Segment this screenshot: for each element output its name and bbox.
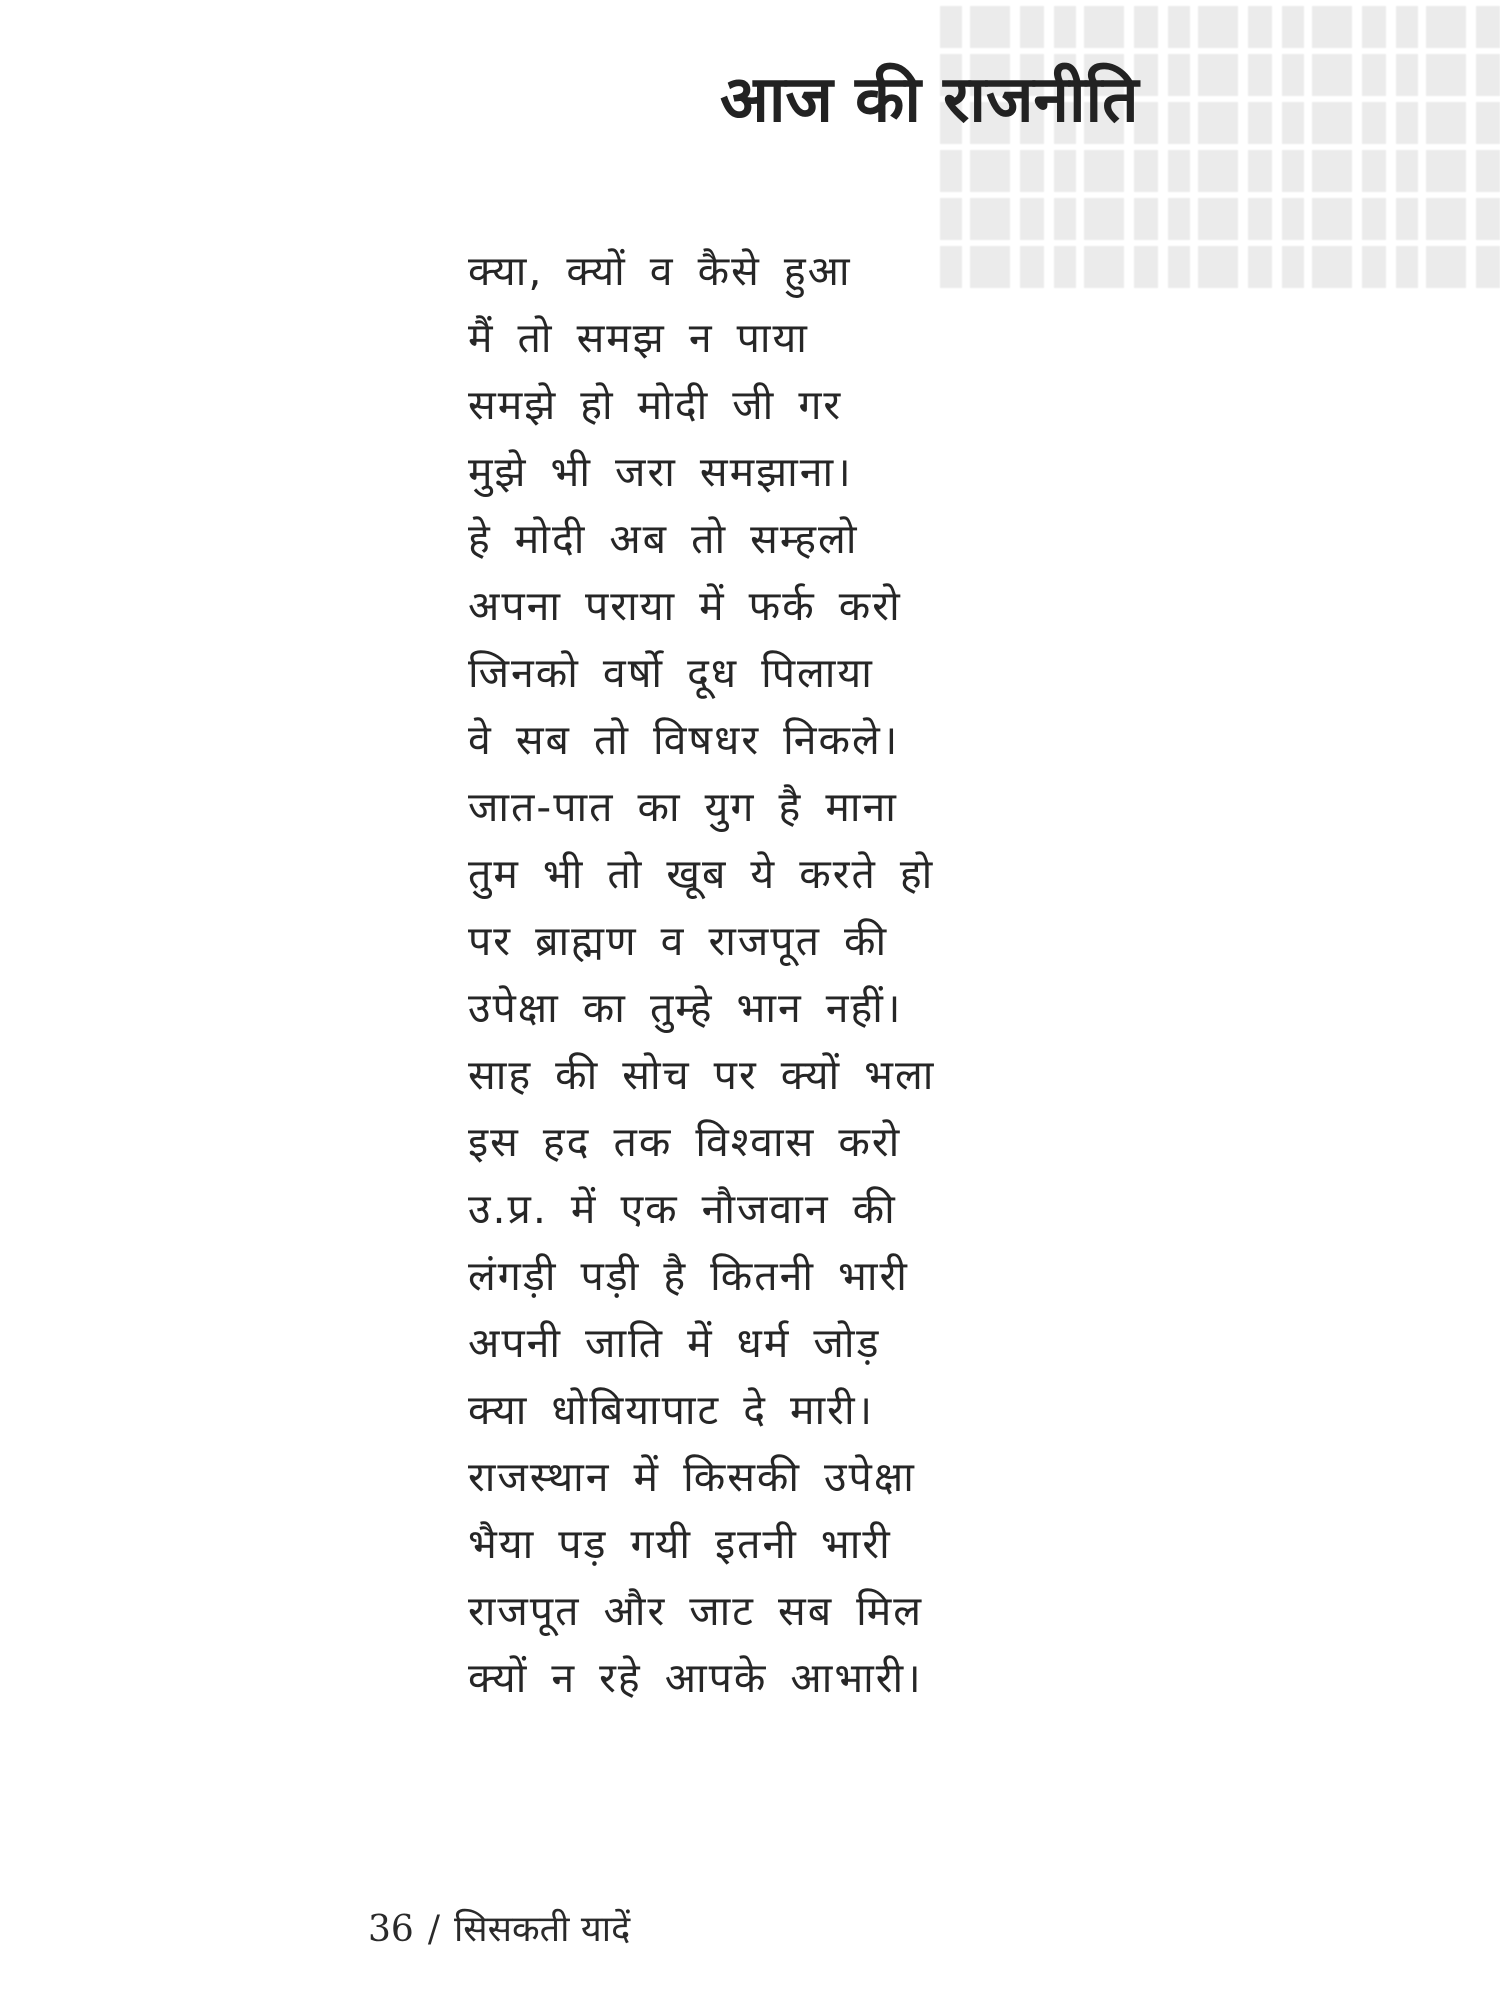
page-footer — [368, 1905, 630, 1955]
poem-line: वे सब तो विषधर निकले। — [468, 716, 900, 764]
poem-line: अपनी जाति में धर्म जोड़ — [468, 1319, 881, 1367]
poem-line: राजपूत और जाट सब मिल — [468, 1587, 924, 1635]
poem-line: पर ब्राह्मण व राजपूत की — [468, 917, 889, 965]
footer-separator: / — [427, 1909, 440, 1950]
poem-line: क्या धोबियापाट दे मारी। — [468, 1386, 875, 1434]
poem-line: मैं तो समझ न पाया — [468, 314, 809, 362]
page-number: 36 — [368, 1909, 414, 1950]
poem-line: राजस्थान में किसकी उपेक्षा — [468, 1453, 916, 1501]
poem-body — [468, 238, 1088, 1712]
poem-line: क्यों न रहे आपके आभारी। — [468, 1654, 923, 1702]
poem-line: मुझे भी जरा समझाना। — [468, 448, 853, 496]
poem-line: लंगड़ी पड़ी है कितनी भारी — [468, 1252, 909, 1300]
poem-line: इस हद तक विश्वास करो — [468, 1118, 902, 1166]
poem-line: साह की सोच पर क्यों भला — [468, 1051, 936, 1099]
poem-line: समझे हो मोदी जी गर — [468, 381, 843, 429]
poem-title: आज की राजनीति — [720, 63, 1139, 137]
poem-line: उ.प्र. में एक नौजवान की — [468, 1185, 897, 1233]
poem-line: क्या, क्यों व कैसे हुआ — [468, 247, 852, 295]
poem-line: उपेक्षा का तुम्हे भान नहीं। — [468, 984, 903, 1032]
poem-line: जिनको वर्षो दूध पिलाया — [468, 649, 874, 697]
poem-line: हे मोदी अब तो सम्हलो — [468, 515, 859, 563]
poem-line: भैया पड़ गयी इतनी भारी — [468, 1520, 892, 1568]
poem-line: जात-पात का युग है माना — [468, 783, 898, 831]
poem-line: तुम भी तो खूब ये करते हो — [468, 850, 935, 898]
poem-line: अपना पराया में फर्क करो — [468, 582, 902, 630]
book-title: सिसकती यादें — [453, 1909, 631, 1950]
